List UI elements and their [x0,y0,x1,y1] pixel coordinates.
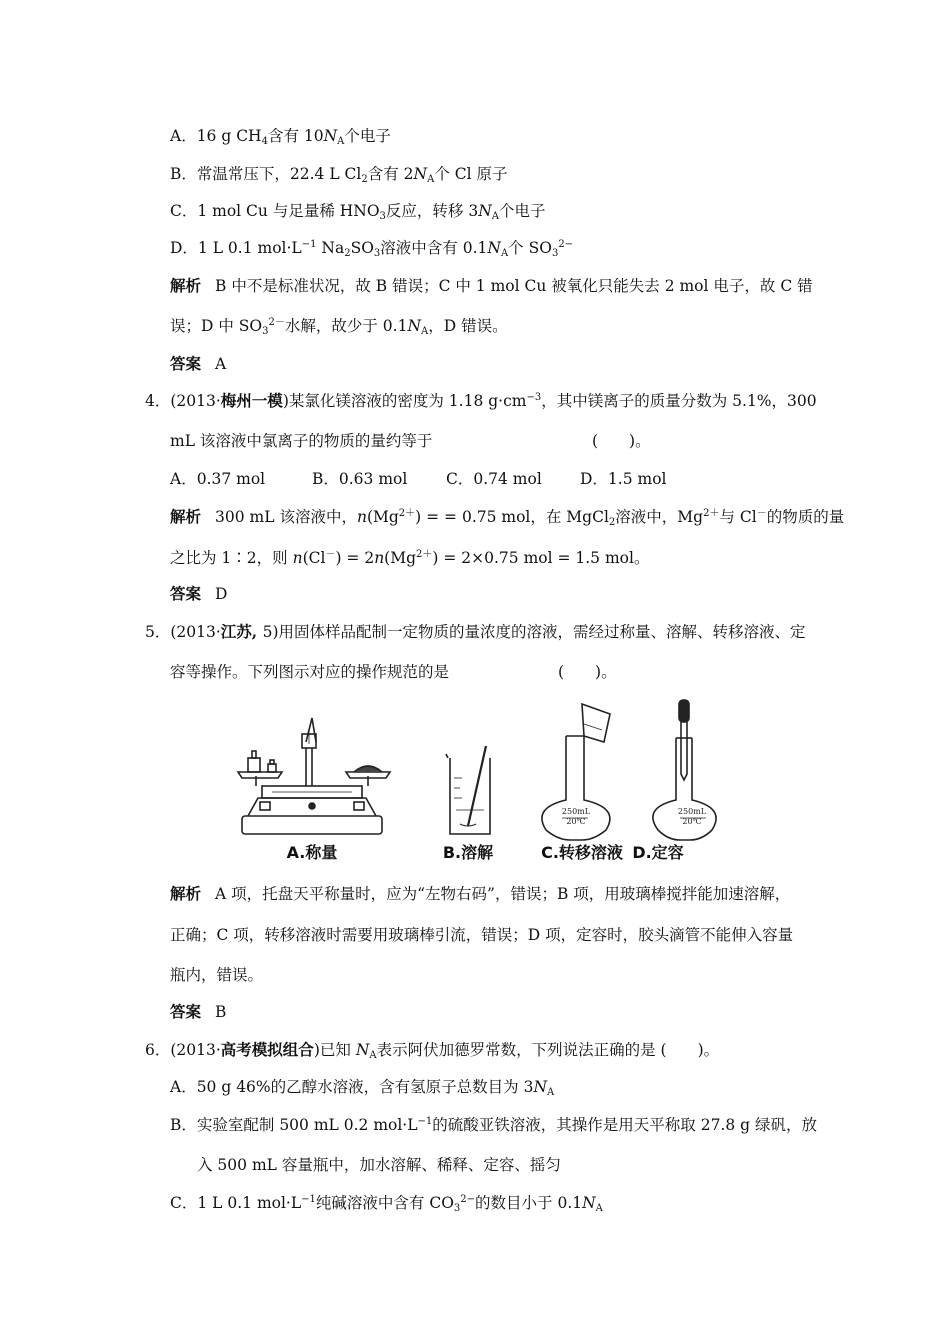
q4-analysis-line1: 解析 300 mL 该溶液中，$n(Mg^{2+})$ = = 0.75 mol，在 MgCl$_2$溶液中，$Mg^{2+}$与 Cl－的物质的量 [170,507,845,528]
q3-option-b: B．常温常压下，22.4 L $Cl_2$含有 $2N_A$个 Cl 原子 [170,165,508,185]
balance-knob-right [354,802,364,810]
q6-option-b-line2: 入 500 mL 容量瓶中，加水溶解、稀释、定容、摇匀 [197,1156,561,1174]
glass-rod [468,746,486,826]
answer-value: B [215,1003,227,1021]
q4-option-a: A．0.37 mol [170,470,266,488]
q3-option-d: D．1 L 0.1 $mol\cdot L^{-1}$ $Na_2SO_3$溶液中含有 $0.1N_A$个 $SO_3^{2-}$ [170,239,574,259]
q5-analysis-line3: 瓶内，错误。 [170,966,264,984]
q4-stem-line2: mL 该溶液中氯离子的物质的量约等于 [170,432,433,450]
analysis-label: 解析 [170,507,202,526]
q3-analysis-line2: 误；D 中 $SO_3^{2-}$水解，故少于 $0.1N_A$，D 错误。 [170,317,508,337]
balance-knob-left [260,802,270,810]
answer-label: 答案 [170,354,202,373]
q4-answer-paren: ( )。 [592,432,651,450]
q3-option-a: A．16 g $CH_4$含有 $10N_A$个电子 [170,127,391,147]
q4-analysis-line2: 之比为 1∶2，则 $n(Cl^-) = 2n(Mg^{2+}) = 2\times 0.75$ mol = 1.5 mol。 [170,549,650,567]
pouring-beaker [582,704,610,742]
analysis-label: 解析 [170,884,202,903]
q5-answer-paren: ( )。 [558,663,617,681]
q6-option-c: C．1 L 0.1 $mol\cdot L^{-1}$纯碱溶液中含有 $CO_3^{2-}$的数目小于 $0.1N_A$ [170,1194,603,1214]
flask-d-volume-label: 250mL [677,807,707,816]
q5-stem-line2: 容等操作。下列图示对应的操作规范的是 [170,663,450,681]
dropper-tube [681,722,687,780]
answer-label: 答案 [170,1002,202,1021]
q6-stem: 6．(2013·高考模拟组合)已知 $N_A$表示阿伏加德罗常数，下列说法正确的是 ( )。 [145,1040,720,1061]
q5-analysis-line2: 正确；C 项，转移溶液时需要用玻璃棒引流，错误；D 项，定容时，胶头滴管不能伸入容量 [170,926,794,944]
q4-answer [170,584,227,604]
lab-operations-figure [232,698,707,868]
q4-option-b: B．0.63 mol [312,470,408,488]
q3-analysis-line1: 解析 B 中不是标准状况，故 B 错误；C 中 1 mol Cu 被氧化只能失去 2 mol 电子，故 C 错 [170,276,813,295]
q5-answer [170,1002,226,1022]
q4-stem-line1: 4．(2013·梅州一模)某氯化镁溶液的密度为 1.18 $g\cdot cm^{-3}$，其中镁离子的质量分数为 5.1%，300 [145,391,817,410]
weight-large [248,758,260,772]
q6-option-a: A．50 g 46%的乙醇水溶液，含有氢原子总数目为 $3N_A$ [170,1078,555,1098]
q5-analysis-line1: 解析 A 项，托盘天平称量时，应为“左物右码”，错误；B 项，用玻璃棒搅拌能加速溶解， [170,884,791,903]
q3-option-c: C．1 mol Cu 与足量稀 $HNO_3$反应，转移 $3N_A$个电子 [170,202,546,222]
answer-label: 答案 [170,584,202,603]
answer-value: A [215,355,227,373]
weight-small [268,764,276,772]
balance-illustration [238,718,390,834]
flask-c-temp-label: 20℃ [566,817,586,826]
q5-stem-line1: 5．(2013·江苏, 5)用固体样品配制一定物质的量浓度的溶液，需经过称量、溶解、转移溶液、定 [145,622,806,641]
sample-pile [354,766,382,772]
q6-option-b-line1: B．实验室配制 500 mL 0.2 $mol\cdot L^{-1}$的硫酸亚铁溶液，其操作是用天平称取 27.8 g 绿矾，放 [170,1116,817,1134]
q3-answer [170,354,226,374]
beaker-illustration [446,746,490,834]
balance-base [242,816,382,834]
beaker-body [450,758,490,834]
figure-label-a: A.称量 [286,843,338,862]
figure-label-b: B.溶解 [442,843,494,862]
dropper-bulb [679,700,689,722]
flask-c-volume-label: 250mL [561,807,591,816]
left-pan [238,772,282,778]
q4-option-c: C．0.74 mol [446,470,542,488]
figure-label-d: D.定容 [632,843,684,862]
q4-option-d: D．1.5 mol [580,470,667,488]
flask-d-temp-label: 20℃ [682,817,702,826]
analysis-label: 解析 [170,276,202,295]
figure-label-c: C.转移溶液 [541,843,623,862]
answer-value: D [215,585,228,603]
